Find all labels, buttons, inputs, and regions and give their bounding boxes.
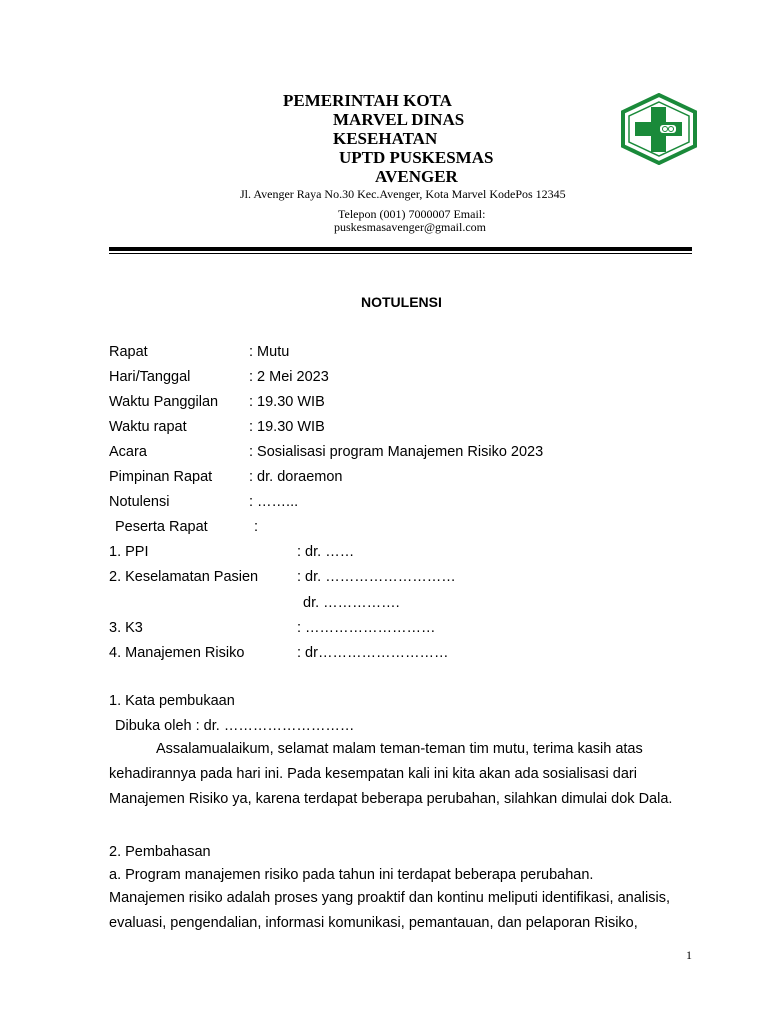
meta-value-pimpinan: : dr. doraemon bbox=[249, 469, 343, 485]
meta-label-rapat: Rapat bbox=[109, 344, 148, 360]
meta-value-rapat: : Mutu bbox=[249, 344, 290, 360]
participant-label-k3: 3. K3 bbox=[109, 620, 143, 636]
meta-value-acara: : Sosialisasi program Manajemen Risiko 2023 bbox=[249, 444, 544, 460]
peserta-colon: : bbox=[254, 519, 259, 535]
meta-label-pimpinan: Pimpinan Rapat bbox=[109, 469, 213, 485]
section-2-paragraph: Manajemen risiko adalah proses yang proaktif dan kontinu meliputi identifikasi, analisis, evaluasi, pengendalian, informasi komunikasi, pemantauan, dan pelaporan Risiko, bbox=[109, 890, 670, 931]
section-2-item-a: a. Program manajemen risiko pada tahun ini terdapat beberapa perubahan. bbox=[109, 867, 594, 883]
puskesmas-logo-icon bbox=[620, 93, 698, 165]
section-2-heading: 2. Pembahasan bbox=[109, 844, 211, 860]
header-line-4: UPTD PUSKESMAS bbox=[339, 148, 494, 167]
participant-value-keselamatan: : dr. ……………………… bbox=[297, 569, 456, 585]
participant-value-keselamatan-2: dr. ……………. bbox=[303, 595, 400, 611]
meta-value-waktu-rapat: : 19.30 WIB bbox=[249, 419, 325, 435]
meta-value-hari-tanggal: : 2 Mei 2023 bbox=[249, 369, 329, 385]
meta-label-hari-tanggal: Hari/Tanggal bbox=[109, 369, 191, 385]
meta-value-notulensi: : ……... bbox=[249, 494, 299, 510]
section-1-heading: 1. Kata pembukaan bbox=[109, 693, 235, 709]
header-line-3: KESEHATAN bbox=[333, 129, 438, 148]
header-rule-thin bbox=[109, 253, 692, 254]
meta-label-waktu-panggilan: Waktu Panggilan bbox=[109, 394, 219, 410]
meta-label-notulensi: Notulensi bbox=[109, 494, 170, 510]
page-number: 1 bbox=[686, 948, 692, 962]
section-1-paragraph: Assalamualaikum, selamat malam teman-teman tim mutu, terima kasih atas kehadirannya pada hari ini. Pada kesempatan kali ini kita akan ada sosialisasi dari Manajemen Risiko ya, karena terdapat beberapa perubahan, silahkan dimulai dok Dala. bbox=[109, 741, 673, 807]
header-line-5: AVENGER bbox=[375, 167, 458, 186]
header-rule-thick bbox=[109, 247, 692, 251]
header-phone: Telepon (001) 7000007 Email: bbox=[338, 207, 486, 221]
participant-label-ppi: 1. PPI bbox=[109, 544, 149, 560]
meta-label-acara: Acara bbox=[109, 444, 147, 460]
document-title: NOTULENSI bbox=[361, 294, 442, 310]
peserta-label: Peserta Rapat bbox=[115, 519, 208, 535]
meta-value-waktu-panggilan: : 19.30 WIB bbox=[249, 394, 325, 410]
header-line-1: PEMERINTAH KOTA bbox=[283, 91, 452, 110]
header-address: Jl. Avenger Raya No.30 Kec.Avenger, Kota Marvel KodePos 12345 bbox=[240, 187, 566, 201]
participant-value-ppi: : dr. …… bbox=[297, 544, 355, 560]
participant-value-k3: : ……………………… bbox=[297, 620, 436, 636]
section-1-opened-by: Dibuka oleh : dr. ……………………… bbox=[115, 718, 355, 734]
header-line-2: MARVEL DINAS bbox=[333, 110, 465, 129]
participant-label-manajemen-risiko: 4. Manajemen Risiko bbox=[109, 645, 245, 661]
participant-value-manajemen-risiko: : dr……………………… bbox=[297, 645, 449, 661]
meta-label-waktu-rapat: Waktu rapat bbox=[109, 419, 187, 435]
participant-label-keselamatan: 2. Keselamatan Pasien bbox=[109, 569, 259, 585]
header-email: puskesmasavenger@gmail.com bbox=[334, 220, 487, 234]
